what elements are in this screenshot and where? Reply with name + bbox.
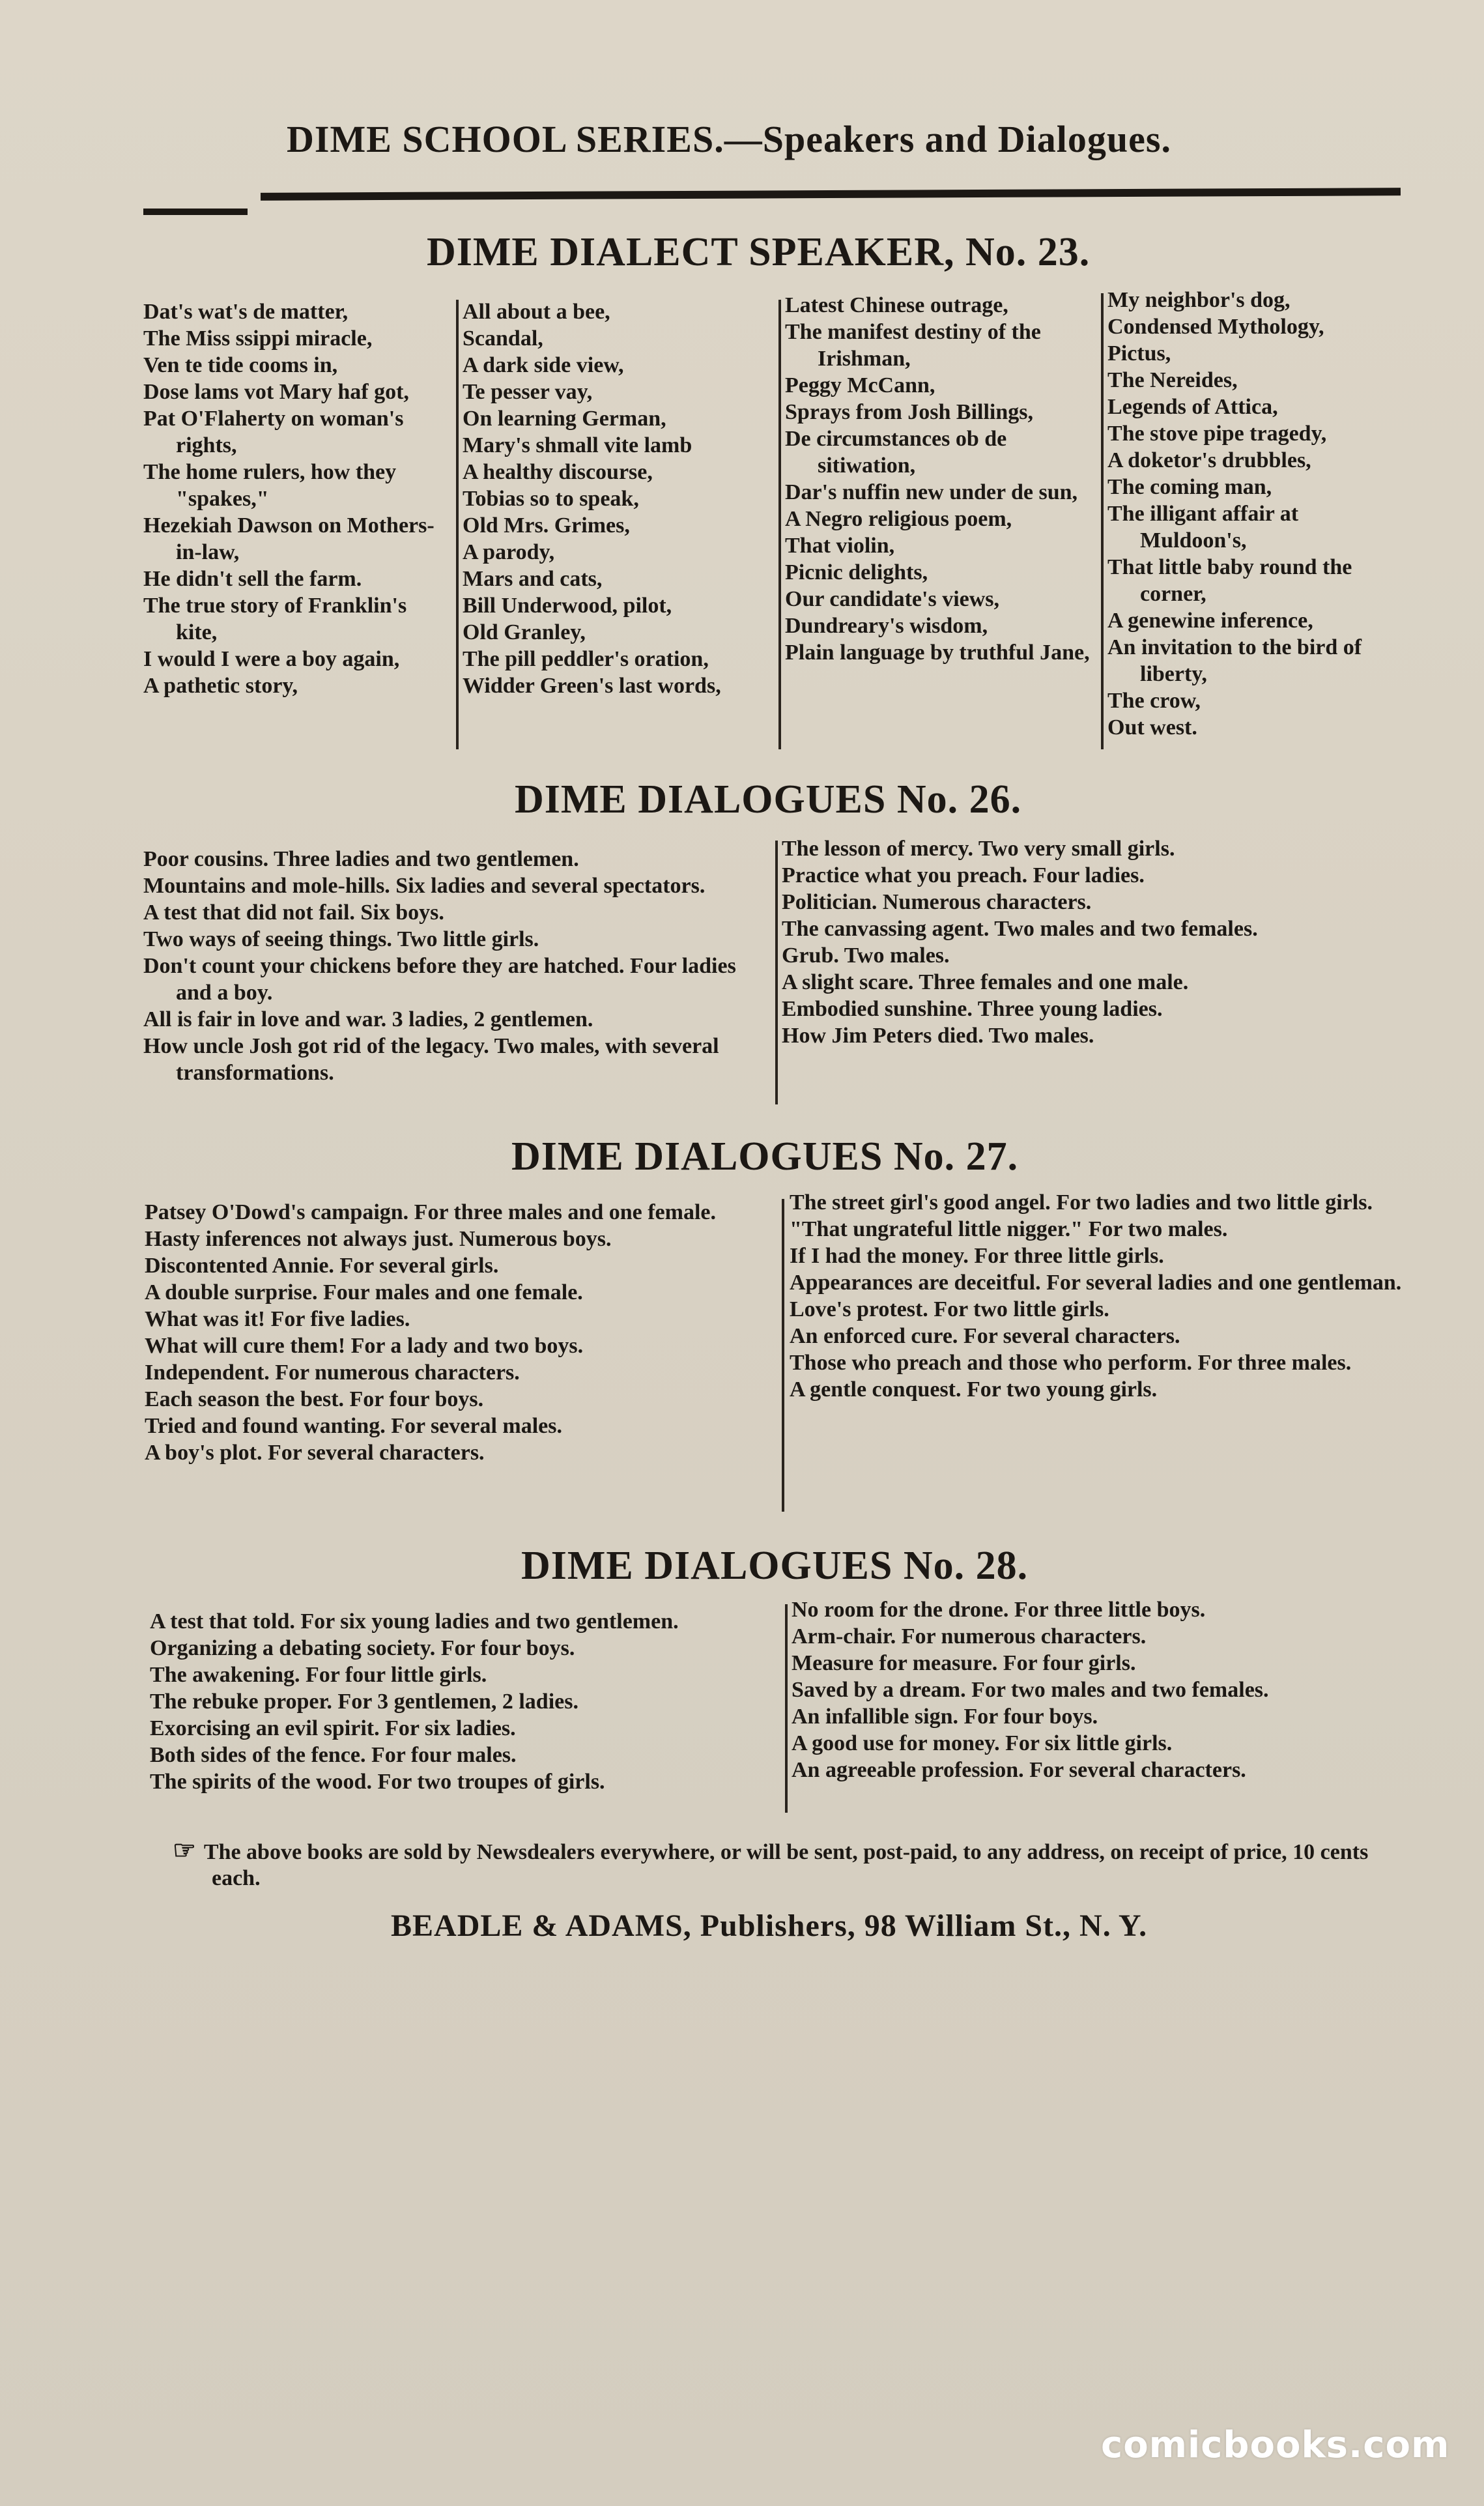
list-item: Appearances are deceitful. For several ladies and one gentleman. [790, 1271, 1402, 1295]
list-item: Poor cousins. Three ladies and two gentlemen. [143, 847, 579, 871]
list-item: Bill Underwood, pilot, [463, 594, 672, 618]
list-item: That violin, [785, 534, 895, 558]
list-item: Both sides of the fence. For four males. [150, 1743, 517, 1767]
list-item: Two ways of seeing things. Two little girls. [143, 927, 539, 951]
list-item: How uncle Josh got rid of the legacy. Two males, with several transformations. [143, 1034, 719, 1085]
list-item: Dose lams vot Mary haf got, [143, 380, 409, 404]
dialogues-28-column-1 [150, 1608, 778, 1795]
ordering-note-text: The above books are sold by Newsdealers everywhere, or will be sent, post-paid, to any address, on receipt of price, 10 cents each. [203, 1840, 1369, 1890]
list-item: An invitation to the bird of liberty, [1107, 635, 1362, 686]
list-item: On learning German, [463, 407, 666, 431]
dialogues-28-column-2 [792, 1596, 1417, 1783]
list-item: The spirits of the wood. For two troupes of girls. [150, 1770, 605, 1794]
list-item: The lesson of mercy. Two very small girls. [782, 837, 1175, 861]
list-item: Plain language by truthful Jane, [785, 641, 1090, 665]
list-item: The canvassing agent. Two males and two females. [782, 917, 1258, 941]
list-item: What was it! For five ladies. [145, 1307, 410, 1331]
list-item: A Negro religious poem, [785, 507, 1012, 531]
list-item: The Nereides, [1107, 368, 1238, 392]
list-item: Latest Chinese outrage, [785, 293, 1008, 317]
list-item: Pat O'Flaherty on woman's rights, [143, 407, 404, 457]
list-item: The pill peddler's oration, [463, 647, 709, 671]
list-item: If I had the money. For three little girls. [790, 1244, 1164, 1268]
list-item: Tobias so to speak, [463, 487, 639, 511]
list-item: Peggy McCann, [785, 373, 935, 397]
list-item: The coming man, [1107, 475, 1272, 499]
list-item: A genewine inference, [1107, 609, 1313, 633]
list-item: Discontented Annie. For several girls. [145, 1254, 499, 1278]
list-item: Exorcising an evil spirit. For six ladies. [150, 1716, 516, 1740]
list-item: I would I were a boy again, [143, 647, 400, 671]
list-item: Grub. Two males. [782, 943, 950, 968]
speaker-23-column-2 [463, 298, 775, 699]
list-item: Embodied sunshine. Three young ladies. [782, 997, 1163, 1021]
list-item: The illigant affair at Muldoon's, [1107, 502, 1299, 553]
list-item: Mountains and mole-hills. Six ladies and several spectators. [143, 874, 706, 898]
ordering-note [153, 1837, 1410, 1892]
list-item: De circumstances ob de sitiwation, [785, 427, 1007, 478]
list-item: A gentle conquest. For two young girls. [790, 1377, 1158, 1402]
list-item: A parody, [463, 540, 555, 564]
dialogues-26-column-1 [143, 846, 769, 1086]
list-item: The crow, [1107, 689, 1201, 713]
list-item: No room for the drone. For three little boys. [792, 1598, 1206, 1622]
speaker-23-column-4 [1107, 287, 1394, 741]
list-item: A test that told. For six young ladies and two gentlemen. [150, 1609, 679, 1634]
list-item: The street girl's good angel. For two ladies and two little girls. [790, 1190, 1373, 1215]
page-header: DIME SCHOOL SERIES.—Speakers and Dialogues. [287, 118, 1171, 160]
list-item: That little baby round the corner, [1107, 555, 1352, 606]
header-rule-short [143, 209, 248, 215]
list-item: A double surprise. Four males and one female. [145, 1280, 583, 1304]
list-item: Hasty inferences not always just. Numerous boys. [145, 1227, 612, 1251]
list-item: Tried and found wanting. For several males. [145, 1414, 562, 1438]
column-divider [1101, 293, 1104, 749]
section-title-dialogues-27: DIME DIALOGUES No. 27. [511, 1134, 1019, 1179]
list-item: A slight scare. Three females and one male. [782, 970, 1189, 994]
list-item: The true story of Franklin's kite, [143, 594, 407, 644]
list-item: The rebuke proper. For 3 gentlemen, 2 ladies. [150, 1690, 578, 1714]
list-item: A doketor's drubbles, [1107, 448, 1311, 472]
dialogues-26-column-2 [782, 835, 1401, 1049]
list-item: Arm-chair. For numerous characters. [792, 1624, 1147, 1649]
list-item: A healthy discourse, [463, 460, 653, 484]
list-item: Our candidate's views, [785, 587, 1000, 611]
list-item: Widder Green's last words, [463, 674, 721, 698]
list-item: An agreeable profession. For several characters. [792, 1758, 1246, 1782]
list-item: Mars and cats, [463, 567, 603, 591]
dialogues-27-column-1 [145, 1199, 770, 1466]
list-item: Saved by a dream. For two males and two females. [792, 1678, 1269, 1702]
list-item: Dundreary's wisdom, [785, 614, 988, 638]
list-item: Old Granley, [463, 620, 586, 644]
list-item: Condensed Mythology, [1107, 315, 1324, 339]
list-item: The home rulers, how they "spakes," [143, 460, 397, 511]
list-item: A dark side view, [463, 353, 624, 377]
list-item: An infallible sign. For four boys. [792, 1705, 1098, 1729]
list-item: Dar's nuffin new under de sun, [785, 480, 1078, 504]
list-item: "That ungrateful little nigger." For two males. [790, 1217, 1228, 1241]
list-item: A boy's plot. For several characters. [145, 1441, 485, 1465]
list-item: Sprays from Josh Billings, [785, 400, 1034, 424]
list-item: All about a bee, [463, 300, 610, 324]
header-rule [261, 188, 1401, 201]
list-item: Ven te tide cooms in, [143, 353, 338, 377]
list-item: Te pesser vay, [463, 380, 593, 404]
list-item: Hezekiah Dawson on Mothers-in-law, [143, 513, 435, 564]
list-item: Pictus, [1107, 341, 1171, 366]
list-item: Picnic delights, [785, 560, 928, 584]
list-item: A pathetic story, [143, 674, 298, 698]
section-title-dialogues-26: DIME DIALOGUES No. 26. [515, 777, 1022, 822]
list-item: Scandal, [463, 326, 543, 351]
list-item: Each season the best. For four boys. [145, 1387, 484, 1411]
list-item: Those who preach and those who perform. For three males. [790, 1351, 1352, 1375]
list-item: Legends of Attica, [1107, 395, 1278, 419]
column-divider [775, 841, 778, 1104]
list-item: The manifest destiny of the Irishman, [785, 320, 1041, 371]
list-item: Independent. For numerous characters. [145, 1361, 520, 1385]
list-item: Organizing a debating society. For four boys. [150, 1636, 575, 1660]
list-item: Patsey O'Dowd's campaign. For three males and one female. [145, 1200, 716, 1224]
list-item: The Miss ssippi miracle, [143, 326, 373, 351]
column-divider [785, 1604, 788, 1813]
column-divider [778, 300, 781, 749]
list-item: Love's protest. For two little girls. [790, 1297, 1109, 1321]
list-item: Old Mrs. Grimes, [463, 513, 630, 538]
section-title-dialect-speaker-23: DIME DIALECT SPEAKER, No. 23. [427, 230, 1091, 274]
list-item: All is fair in love and war. 3 ladies, 2 gentlemen. [143, 1007, 593, 1031]
column-divider [782, 1199, 784, 1512]
list-item: An enforced cure. For several characters. [790, 1324, 1180, 1348]
list-item: He didn't sell the farm. [143, 567, 362, 591]
list-item: Mary's shmall vite lamb [463, 433, 692, 457]
list-item: Measure for measure. For four girls. [792, 1651, 1136, 1675]
watermark-logo: comicbooks.com [1101, 2424, 1450, 2466]
section-title-dialogues-28: DIME DIALOGUES No. 28. [521, 1544, 1029, 1588]
list-item: A good use for money. For six little girls. [792, 1731, 1173, 1755]
pointing-hand-icon: ☞ [173, 1836, 196, 1865]
list-item: Dat's wat's de matter, [143, 300, 349, 324]
list-item: The stove pipe tragedy, [1107, 422, 1327, 446]
list-item: Politician. Numerous characters. [782, 890, 1092, 914]
list-item: Out west. [1107, 715, 1197, 740]
column-divider [456, 300, 459, 749]
publisher-imprint: BEADLE & ADAMS, Publishers, 98 William St., N. Y. [391, 1908, 1148, 1943]
dialogues-27-column-2 [790, 1189, 1415, 1403]
list-item: Don't count your chickens before they are hatched. Four ladies and a boy. [143, 954, 736, 1005]
list-item: What will cure them! For a lady and two boys. [145, 1334, 584, 1358]
list-item: The awakening. For four little girls. [150, 1663, 487, 1687]
speaker-23-column-1 [143, 298, 449, 699]
list-item: My neighbor's dog, [1107, 288, 1291, 312]
list-item: A test that did not fail. Six boys. [143, 900, 444, 925]
list-item: Practice what you preach. Four ladies. [782, 863, 1145, 887]
list-item: How Jim Peters died. Two males. [782, 1024, 1094, 1048]
speaker-23-column-3 [785, 292, 1098, 666]
